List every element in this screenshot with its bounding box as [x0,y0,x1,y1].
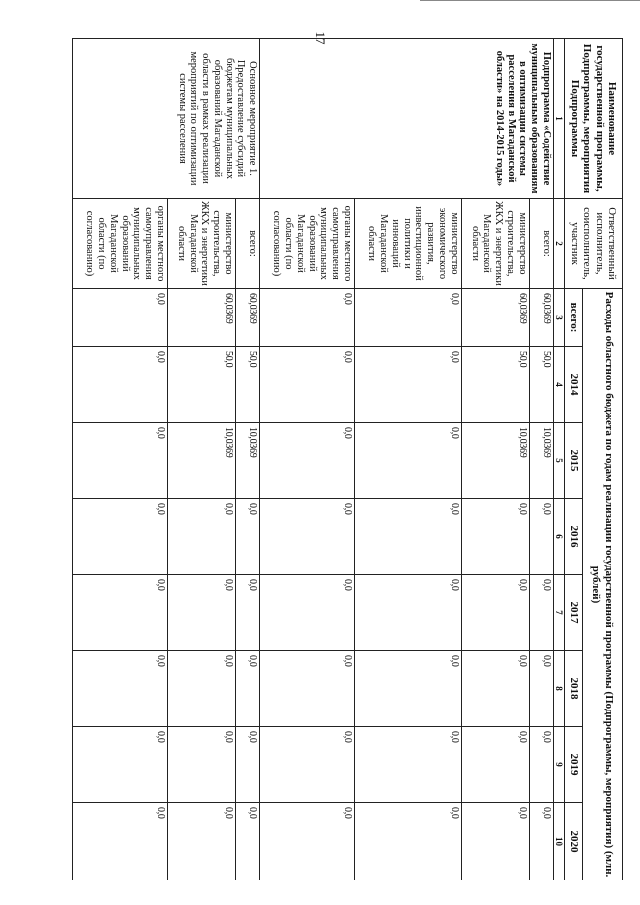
header-year-2016: 2016 [565,499,583,575]
year-value-cell: 0,0 [235,575,259,651]
year-value-cell: 10,0369 [167,423,235,499]
column-index-4: 4 [553,347,564,423]
year-value-cell: 0,0 [260,423,355,499]
year-value-cell: 0,0 [529,727,553,803]
column-index-1: 1 [553,39,564,199]
total-value-cell: 60,0369 [167,289,235,347]
year-value-cell: 0,0 [260,499,355,575]
year-value-cell: 0,0 [167,499,235,575]
total-value-cell: 60,0369 [529,289,553,347]
responsible-cell: министерство экономического развития, инвестиционной политики и инноваций Магаданской области [354,199,461,289]
year-value-cell: 10,0369 [235,423,259,499]
year-value-cell: 0,0 [73,803,168,881]
year-value-cell: 50,0 [235,347,259,423]
column-index-9: 9 [553,727,564,803]
column-index-10: 10 [553,803,564,881]
year-value-cell: 10,0369 [529,423,553,499]
year-value-cell: 0,0 [167,575,235,651]
header-responsible: Ответственный исполнитель, соисполнитель, участник [565,199,623,289]
column-index-7: 7 [553,575,564,651]
column-index-2: 2 [553,199,564,289]
column-index-3: 3 [553,289,564,347]
table-row [235,39,259,881]
scan-artifact-line [420,0,640,1]
year-value-cell: 0,0 [167,803,235,881]
rotated-table-wrapper [72,38,623,880]
header-total: всего: [565,289,583,347]
year-value-cell: 0,0 [461,575,529,651]
year-value-cell: 0,0 [529,499,553,575]
year-value-cell: 0,0 [529,575,553,651]
table-body [73,39,554,881]
column-index-5: 5 [553,423,564,499]
header-program-name: Наименование государственной программы, Подпрограммы, мероприятия Подпрограммы [565,39,623,199]
responsible-cell: органы местного самоуправления муниципальных образований Магаданской области (по согласованию) [73,199,168,289]
responsible-cell: всего: [529,199,553,289]
year-value-cell: 0,0 [73,499,168,575]
year-value-cell: 50,0 [529,347,553,423]
year-value-cell: 0,0 [354,727,461,803]
year-value-cell: 0,0 [235,651,259,727]
year-value-cell: 50,0 [461,347,529,423]
rotated-page-area [72,38,623,880]
year-value-cell: 0,0 [73,651,168,727]
year-value-cell: 0,0 [354,803,461,881]
total-value-cell: 60,0369 [235,289,259,347]
program-name-cell: Подпрограмма «Содействие муниципальным образованиям в оптимизации системы расселения в Магаданской области» на 2014-2015 годы» [260,39,554,199]
year-value-cell: 0,0 [260,651,355,727]
year-value-cell: 0,0 [73,575,168,651]
year-value-cell: 50,0 [167,347,235,423]
year-value-cell: 0,0 [354,499,461,575]
year-value-cell: 0,0 [260,347,355,423]
year-value-cell: 0,0 [167,651,235,727]
column-index-6: 6 [553,499,564,575]
year-value-cell: 0,0 [260,575,355,651]
year-value-cell: 0,0 [235,727,259,803]
year-value-cell: 0,0 [235,499,259,575]
year-value-cell: 0,0 [260,727,355,803]
column-index-8: 8 [553,651,564,727]
year-value-cell: 0,0 [235,803,259,881]
responsible-cell: министерство строительства, ЖКХ и энергетики Магаданской области [461,199,529,289]
total-value-cell: 0,0 [354,289,461,347]
header-year-2018: 2018 [565,651,583,727]
year-value-cell: 0,0 [461,727,529,803]
total-value-cell: 60,0369 [461,289,529,347]
year-value-cell: 0,0 [461,499,529,575]
year-value-cell: 0,0 [167,727,235,803]
responsible-cell: министерство строительства, ЖКХ и энергетики Магаданской области [167,199,235,289]
responsible-cell: органы местного самоуправления муниципальных образований Магаданской области (по согласованию) [260,199,355,289]
header-year-2017: 2017 [565,575,583,651]
year-value-cell: 0,0 [73,347,168,423]
year-value-cell: 0,0 [260,803,355,881]
expenditure-table [72,38,623,880]
column-index-row [553,39,564,881]
year-value-cell: 10,0369 [461,423,529,499]
year-value-cell: 0,0 [354,651,461,727]
program-name-cell: Основное мероприятие 1. Предоставление субсидий бюджетам муниципальных образований Магаданской области в рамках реализации мероприятий по оптимизации системы расселения [73,39,260,199]
header-year-2019: 2019 [565,727,583,803]
year-value-cell: 0,0 [529,803,553,881]
header-year-2015: 2015 [565,423,583,499]
year-value-cell: 0,0 [73,423,168,499]
year-value-cell: 0,0 [461,803,529,881]
table-row [529,39,553,881]
year-value-cell: 0,0 [354,347,461,423]
total-value-cell: 0,0 [73,289,168,347]
total-value-cell: 0,0 [260,289,355,347]
year-value-cell: 0,0 [354,575,461,651]
header-expenditures: Расходы областного бюджета по годам реализации государственной программы (Подпрограммы, мероприятия) (млн. рублей) [583,289,623,881]
year-value-cell: 0,0 [529,651,553,727]
header-year-2014: 2014 [565,347,583,423]
year-value-cell: 0,0 [354,423,461,499]
year-value-cell: 0,0 [73,727,168,803]
header-year-2020: 2020 [565,803,583,881]
year-value-cell: 0,0 [461,651,529,727]
page-number: 17 [313,31,328,45]
responsible-cell: всего: [235,199,259,289]
